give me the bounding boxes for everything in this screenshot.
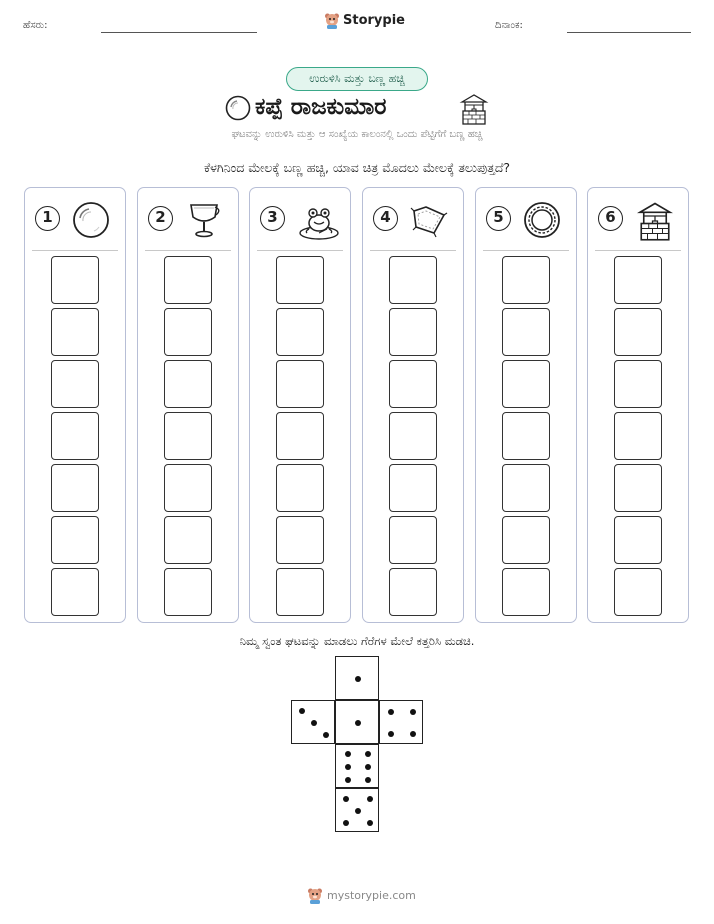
colour-box[interactable]	[276, 568, 324, 616]
colour-box[interactable]	[502, 308, 550, 356]
colour-box[interactable]	[276, 464, 324, 512]
die-face-6	[335, 744, 379, 788]
column-3	[249, 187, 351, 623]
colour-box[interactable]	[51, 308, 99, 356]
column-header	[476, 188, 576, 250]
die-pip	[388, 731, 394, 737]
die-pip	[410, 731, 416, 737]
wishing-well-icon	[459, 93, 489, 125]
footer-url: mystorypie.com	[327, 889, 416, 902]
colour-box[interactable]	[276, 308, 324, 356]
die-pip	[345, 777, 351, 783]
column-number: 2	[148, 206, 173, 231]
column-divider	[257, 250, 343, 251]
colour-box[interactable]	[51, 516, 99, 564]
column-divider	[32, 250, 118, 251]
column-1	[24, 187, 126, 623]
colour-box[interactable]	[276, 412, 324, 460]
colour-box[interactable]	[276, 256, 324, 304]
die-pip	[323, 732, 329, 738]
frog-on-lily-pad-icon	[297, 201, 341, 241]
activity-badge: ಉರುಳಿಸಿ ಮತ್ತು ಬಣ್ಣ ಹಚ್ಚಿ	[286, 67, 428, 91]
column-4	[362, 187, 464, 623]
die-pip	[365, 751, 371, 757]
bear-mascot-icon	[307, 887, 323, 904]
die-face-3	[291, 700, 335, 744]
colour-box[interactable]	[502, 516, 550, 564]
storypie-logo	[324, 12, 405, 29]
footer	[307, 887, 416, 904]
column-number: 3	[260, 206, 285, 231]
column-header	[363, 188, 463, 250]
colour-box[interactable]	[502, 256, 550, 304]
column-2	[137, 187, 239, 623]
colour-box[interactable]	[614, 360, 662, 408]
die-pip	[365, 764, 371, 770]
column-divider	[145, 250, 231, 251]
colour-box[interactable]	[164, 464, 212, 512]
pillow-icon	[410, 201, 448, 239]
gold-ring-icon	[523, 201, 561, 239]
die-pip	[355, 676, 361, 682]
die-pip	[355, 808, 361, 814]
colour-box[interactable]	[614, 516, 662, 564]
colour-box[interactable]	[389, 412, 437, 460]
column-header	[138, 188, 238, 250]
question: ಕೆಳಗಿನಿಂದ ಮೇಲಕ್ಕೆ ಬಣ್ಣ ಹಚ್ಚಿ, ಯಾವ ಚಿತ್ರ ಮೊದಲು ಮೇಲಕ್ಕೆ ತಲುಪುತ್ತದೆ?	[203, 160, 511, 175]
die-pip	[343, 796, 349, 802]
colour-box[interactable]	[389, 256, 437, 304]
column-5	[475, 187, 577, 623]
colour-box[interactable]	[389, 360, 437, 408]
die-pip	[367, 796, 373, 802]
colour-box[interactable]	[51, 464, 99, 512]
colour-box[interactable]	[51, 256, 99, 304]
colour-box[interactable]	[389, 464, 437, 512]
colour-box[interactable]	[502, 412, 550, 460]
date-line[interactable]	[567, 32, 691, 33]
die-pip	[367, 820, 373, 826]
name-line[interactable]	[101, 32, 257, 33]
bear-mascot-icon	[324, 12, 340, 29]
colour-box[interactable]	[164, 568, 212, 616]
colour-box[interactable]	[502, 360, 550, 408]
die-pip	[345, 751, 351, 757]
crystal-ball-icon	[225, 95, 251, 121]
wishing-well-icon	[635, 201, 675, 241]
column-number: 1	[35, 206, 60, 231]
colour-box[interactable]	[502, 568, 550, 616]
colour-box[interactable]	[164, 308, 212, 356]
colour-box[interactable]	[389, 516, 437, 564]
colour-box[interactable]	[614, 308, 662, 356]
cut-fold-instruction: ನಿಮ್ಮ ಸ್ವಂತ ಘಟವನ್ನು ಮಾಡಲು ಗೆರೆಗಳ ಮೇಲೆ ಕತ್ತರಿಸಿ ಮಡಚಿ.	[239, 634, 475, 648]
colour-box[interactable]	[276, 360, 324, 408]
die-pip	[388, 709, 394, 715]
colour-box[interactable]	[614, 568, 662, 616]
die-face-4	[379, 700, 423, 744]
column-header	[25, 188, 125, 250]
colour-box[interactable]	[389, 568, 437, 616]
column-number: 6	[598, 206, 623, 231]
column-number: 4	[373, 206, 398, 231]
colour-box[interactable]	[164, 412, 212, 460]
die-pip	[299, 708, 305, 714]
colour-box[interactable]	[51, 412, 99, 460]
colour-box[interactable]	[614, 412, 662, 460]
colour-box[interactable]	[51, 360, 99, 408]
colour-box[interactable]	[614, 464, 662, 512]
colour-box[interactable]	[164, 516, 212, 564]
logo-text: Storypie	[343, 13, 405, 28]
colour-box[interactable]	[51, 568, 99, 616]
name-label: ಹೆಸರು:	[23, 20, 48, 31]
die-pip	[343, 820, 349, 826]
crystal-ball-icon	[72, 201, 110, 239]
column-divider	[595, 250, 681, 251]
die-face-1	[335, 656, 379, 700]
column-number: 5	[486, 206, 511, 231]
page-title: ಕಪ್ಪೆ ರಾಜಕುಮಾರ	[255, 94, 387, 120]
colour-box[interactable]	[389, 308, 437, 356]
die-pip	[410, 709, 416, 715]
subtitle: ಘಟವನ್ನು ಉರುಳಿಸಿ ಮತ್ತು ಆ ಸಂಖ್ಯೆಯ ಕಾಲಂನಲ್ಲಿ ಒಂದು ಪೆಟ್ಟಿಗೆಗೆ ಬಣ್ಣ ಹಚ್ಚಿ	[231, 129, 483, 140]
colour-box[interactable]	[164, 256, 212, 304]
colour-box[interactable]	[614, 256, 662, 304]
goblet-icon	[185, 201, 223, 239]
date-label: ದಿನಾಂಕ:	[495, 20, 523, 31]
title-row	[0, 92, 714, 126]
column-header	[588, 188, 688, 250]
die-face-5	[335, 788, 379, 832]
column-divider	[370, 250, 456, 251]
colour-box[interactable]	[276, 516, 324, 564]
die-face-1	[335, 700, 379, 744]
column-divider	[483, 250, 569, 251]
die-pip	[311, 720, 317, 726]
colour-box[interactable]	[164, 360, 212, 408]
die-pip	[345, 764, 351, 770]
die-pip	[365, 777, 371, 783]
column-header	[250, 188, 350, 250]
die-pip	[355, 720, 361, 726]
column-6	[587, 187, 689, 623]
colour-box[interactable]	[502, 464, 550, 512]
